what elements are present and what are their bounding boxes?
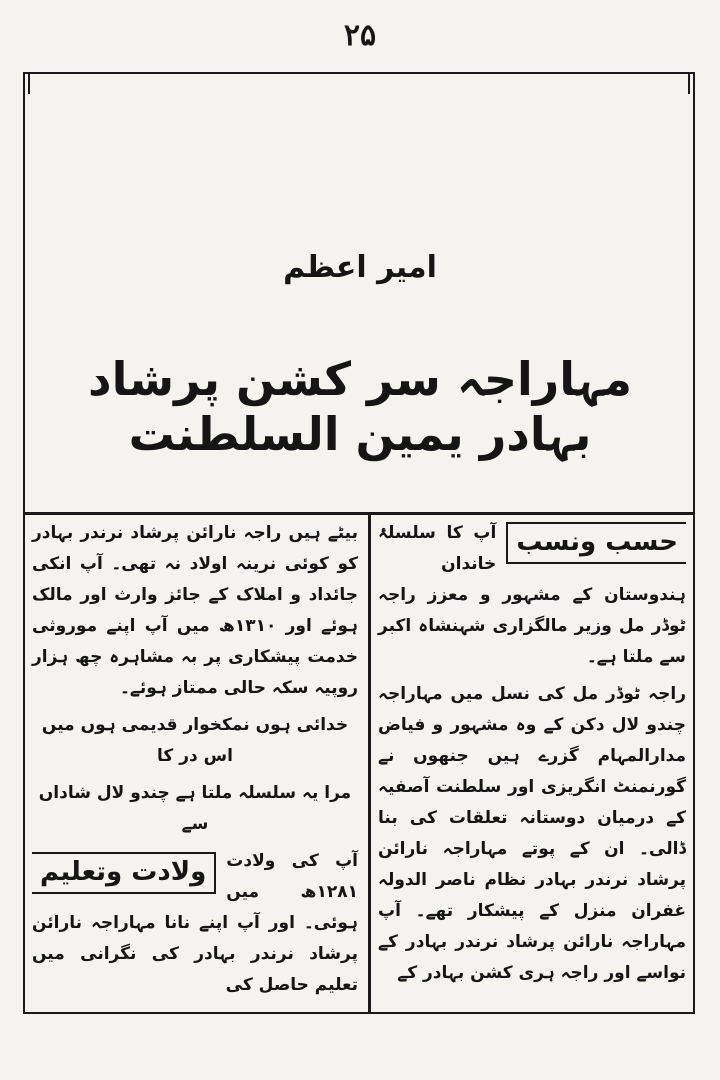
frame-corner-mark <box>688 72 690 94</box>
page-title: مہاراجہ سر کشن پرشاد بہادر یمین السلطنت <box>88 352 632 462</box>
page-number: ۲۵ <box>343 18 377 53</box>
verse-line-1: خدائی ہوں نمکخوار قدیمی ہوں میں اس در کا <box>41 715 349 766</box>
lineage-paragraph-1: آپ کا سلسلۂ خاندان ہندوستان کے مشہور و معزز راجہ ٹوڈر مل وزیر مالگزاری شہنشاہ اکبر سے ملتا ہے۔ <box>378 523 686 667</box>
birth-education-heading: ولادت وتعلیم <box>32 852 216 894</box>
verse-line-2: مرا یہ سلسلہ ملتا ہے چندو لال شاداں سے <box>38 783 352 834</box>
left-column <box>32 518 358 1007</box>
column-divider <box>368 512 371 1014</box>
right-column <box>378 518 686 995</box>
lineage-paragraph-2: راجہ ٹوڈر مل کی نسل میں مہاراجہ چندو لال دکن کے وہ مشہور و فیاض مدارالمہام گزرے ہیں جنھوں نے گورنمنٹ انگریزی اور سلطنت آصفیہ کے درمیان دوستانہ تعلقات کی بنا ڈالی۔ ان کے پوتے مہاراجہ نارائن پرشاد نرندر بہادر نظام ناصر الدولہ غفران منزل کے پیشکار تھے۔ آپ مہاراجہ نارائن پرشاد نرندر بہادر کے نواسے اور راجہ ہری کشن بہادر کے <box>378 684 686 983</box>
lineage-heading: حسب ونسب <box>506 522 686 564</box>
birth-paragraph: آپ کی ولادت ۱۲۸۱ھ میں ہوئی۔ اور آپ اپنے نانا مہاراجہ نارائن پرشاد نرندر بہادر کی نگرانی میں تعلیم حاصل کی <box>32 851 358 995</box>
page-subtitle: امیر اعظم <box>283 250 437 285</box>
frame-corner-mark <box>28 72 30 94</box>
horizontal-divider <box>23 512 695 515</box>
inheritance-paragraph: بیٹے ہیں راجہ نارائن پرشاد نرندر بہادر کو کوئی نرینہ اولاد نہ تھی۔ آپ انکی جائداد و املاک کے جائز وارث اور مالک ہوئے اور ۱۳۱۰ھ میں آپ اپنے موروثی خدمت پیشکاری پر بہ مشاہرہ چھ ہزار روپیہ سکہ حالی ممتاز ہوئے۔ <box>32 523 359 698</box>
